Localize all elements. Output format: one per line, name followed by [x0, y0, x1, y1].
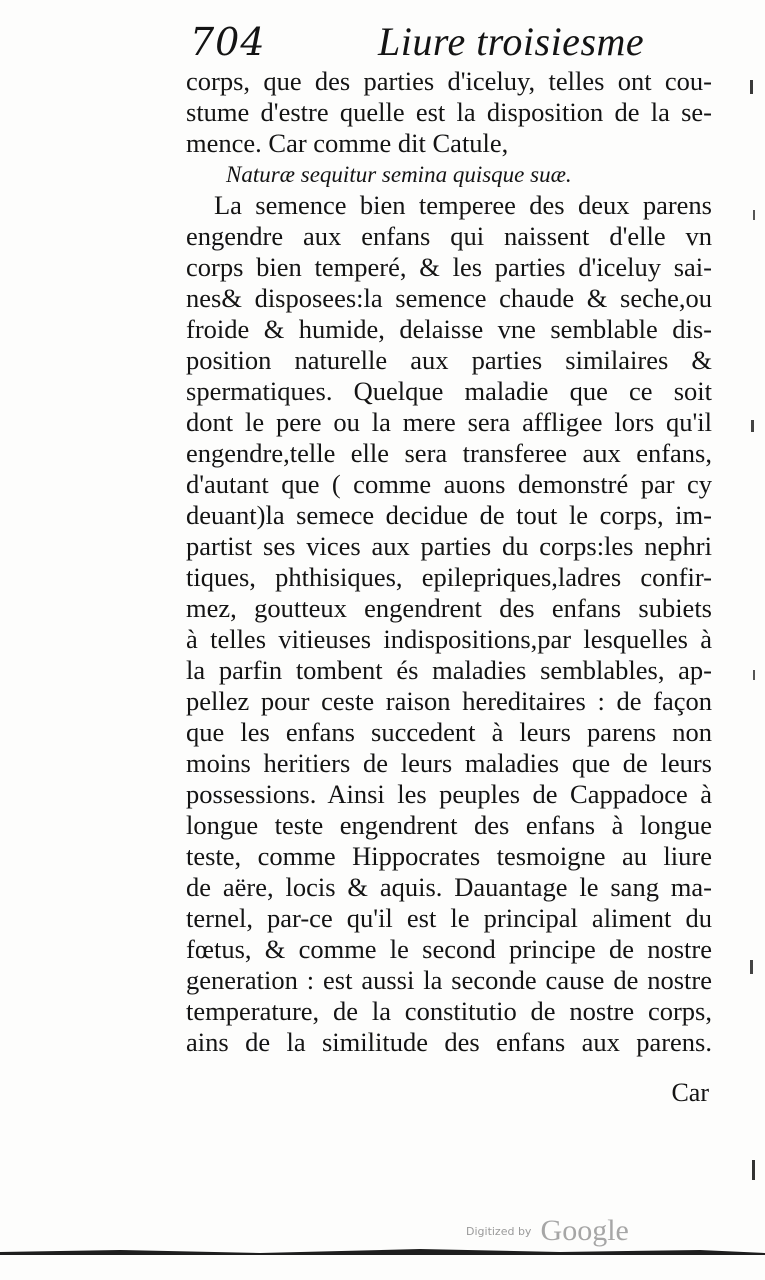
text-line: fœtus, & comme le second principe de nostre [186, 934, 712, 964]
text-line: engendre,telle elle sera transferee aux enfans, [186, 438, 712, 468]
text-line: stume d'estre quelle est la disposition de la se- [186, 97, 712, 127]
scan-bottom-edge [0, 1244, 765, 1258]
text-line: pellez pour ceste raison hereditaires : de façon [186, 686, 712, 716]
text-line: à telles vitieuses indispositions,par lesquelles à [186, 624, 712, 654]
text-line: temperature, de la constitutio de nostre corps, [186, 996, 712, 1026]
text-line: spermatiques. Quelque maladie que ce soit [186, 376, 712, 406]
text-line: froide & humide, delaisse vne semblable dis- [186, 314, 712, 344]
running-title: Liure troisiesme [378, 19, 645, 64]
page-number: 704 [190, 20, 266, 64]
text-line: longue teste engendrent des enfans à longue [186, 810, 712, 840]
watermark-prefix: Digitized by [466, 1224, 532, 1238]
running-head [190, 16, 710, 68]
text-line: que les enfans succedent à leurs parens non [186, 717, 712, 747]
latin-quotation: Naturæ sequitur semina quisque suæ. [226, 162, 572, 187]
text-line: partist ses vices aux parties du corps:les nephri [186, 531, 712, 561]
text-line: mez, goutteux engendrent des enfans subiets [186, 593, 712, 623]
text-line: d'autant que ( comme auons demonstré par cy [186, 469, 712, 499]
text-line: corps bien temperé, & les parties d'iceluy sai- [186, 252, 712, 282]
body-text [186, 66, 712, 1058]
text-line: generation : est aussi la seconde cause de nostre [186, 965, 712, 995]
text-line: deuant)la semece decidue de tout le corps, im- [186, 500, 712, 530]
text-line: moins heritiers de leurs maladies que de leurs [186, 748, 712, 778]
text-line: la parfin tombent és maladies semblables, ap- [186, 655, 712, 685]
google-logo: Google [540, 1214, 629, 1247]
text-line: tiques, phthisiques, epilepriques,ladres confir- [186, 562, 712, 592]
text-line: de aëre, locis & aquis. Dauantage le sang ma- [186, 872, 712, 902]
text-line: teste, comme Hippocrates tesmoigne au liure [186, 841, 712, 871]
text-line: ternel, par-ce qu'il est le principal aliment du [186, 903, 712, 933]
catchword: Car [671, 1078, 709, 1107]
text-line: position naturelle aux parties similaires & [186, 345, 712, 375]
gutter-edge-marks [747, 60, 761, 1210]
text-line: engendre aux enfans qui naissent d'elle vn [186, 221, 712, 251]
text-line: corps, que des parties d'iceluy, telles ont cou- [186, 66, 712, 96]
text-line: mence. Car comme dit Catule, [186, 128, 509, 158]
text-line: possessions. Ainsi les peuples de Cappadoce à [186, 779, 712, 809]
text-line: nes& disposees:la semence chaude & seche,ou [186, 283, 712, 313]
paragraph-start-line: La semence bien temperee des deux parens [214, 190, 712, 220]
text-line: ains de la similitude des enfans aux parens. [186, 1027, 712, 1057]
text-line: dont le pere ou la mere sera affligee lors qu'il [186, 407, 712, 437]
